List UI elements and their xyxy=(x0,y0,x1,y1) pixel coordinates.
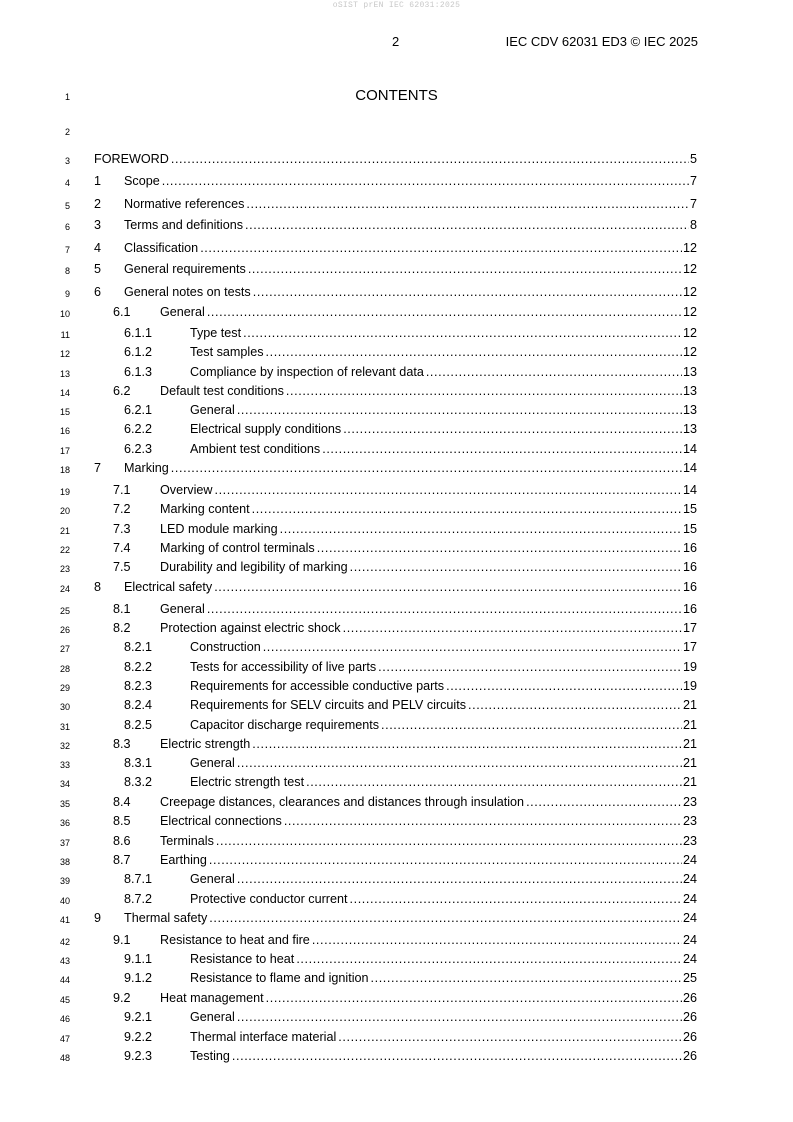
document-reference: IEC CDV 62031 ED3 © IEC 2025 xyxy=(505,34,698,49)
line-number: 40 xyxy=(59,896,70,906)
section-title: Classification xyxy=(124,241,199,255)
line-number: 45 xyxy=(59,995,70,1005)
page-ref: 16 xyxy=(682,560,697,574)
toc-entry[interactable] xyxy=(0,833,793,850)
section-title: General xyxy=(160,602,205,616)
section-number: 4 xyxy=(94,241,102,255)
dot-leader xyxy=(306,774,682,791)
section-title: Capacitor discharge requirements xyxy=(190,718,379,732)
section-title: Marking xyxy=(124,461,169,475)
line-number: 41 xyxy=(59,915,70,925)
section-title: Protection against electric shock xyxy=(160,621,341,635)
line-number: 19 xyxy=(59,487,70,497)
section-title: Requirements for accessible conductive parts xyxy=(190,679,445,693)
dot-leader xyxy=(246,196,689,213)
line-number: 48 xyxy=(59,1053,70,1063)
page-ref: 12 xyxy=(682,262,697,276)
toc-entry[interactable] xyxy=(0,1048,793,1065)
dot-leader xyxy=(237,402,682,419)
section-title: General notes on tests xyxy=(124,285,251,299)
toc-entry[interactable] xyxy=(0,501,793,518)
dot-leader xyxy=(216,833,682,850)
line-number: 13 xyxy=(59,369,70,379)
line-number: 47 xyxy=(59,1034,70,1044)
page-ref: 21 xyxy=(682,737,697,751)
section-number: 9.2.1 xyxy=(124,1010,153,1024)
line-number: 39 xyxy=(59,876,70,886)
dot-leader xyxy=(263,639,682,656)
section-title: Normative references xyxy=(124,197,245,211)
line-number: 28 xyxy=(59,664,70,674)
section-number: 9.2.2 xyxy=(124,1030,153,1044)
section-title: Creepage distances, clearances and distances through insulation xyxy=(160,795,525,809)
contents-title: CONTENTS xyxy=(355,87,438,104)
section-number: 3 xyxy=(94,218,102,232)
section-number: 2 xyxy=(94,197,102,211)
section-title: Test samples xyxy=(190,345,264,359)
page-ref: 19 xyxy=(682,679,697,693)
page-ref: 5 xyxy=(689,152,697,166)
toc-entry[interactable] xyxy=(0,852,793,869)
section-title: Terms and definitions xyxy=(124,218,244,232)
line-number: 31 xyxy=(59,722,70,732)
section-title: General requirements xyxy=(124,262,246,276)
toc-entry[interactable] xyxy=(0,990,793,1007)
line-number: 33 xyxy=(59,760,70,770)
toc-entry[interactable] xyxy=(0,441,793,458)
line-number: 16 xyxy=(59,426,70,436)
toc-entry[interactable] xyxy=(0,678,793,695)
section-number: 1 xyxy=(94,174,102,188)
document-watermark: oSIST prEN IEC 62031:2025 xyxy=(332,1,461,10)
section-number: 6.2 xyxy=(113,384,131,398)
section-title: FOREWORD xyxy=(94,152,169,166)
section-number: 8.2.5 xyxy=(124,718,153,732)
dot-leader xyxy=(248,261,682,278)
line-number: 36 xyxy=(59,818,70,828)
dot-leader xyxy=(286,383,682,400)
section-number: 6.1 xyxy=(113,305,131,319)
page-ref: 21 xyxy=(682,756,697,770)
line-number: 29 xyxy=(59,683,70,693)
toc-entry[interactable] xyxy=(0,402,793,419)
dot-leader xyxy=(296,951,682,968)
dot-leader xyxy=(312,932,682,949)
toc-entry[interactable] xyxy=(0,794,793,811)
line-number: 44 xyxy=(59,975,70,985)
page-ref: 21 xyxy=(682,775,697,789)
section-title: Heat management xyxy=(160,991,264,1005)
section-title: General xyxy=(190,1010,235,1024)
dot-leader xyxy=(207,601,682,618)
toc-entry[interactable] xyxy=(0,970,793,987)
dot-leader xyxy=(232,1048,682,1065)
toc-entry[interactable] xyxy=(0,932,793,949)
toc-entry[interactable] xyxy=(0,304,793,321)
page-ref: 7 xyxy=(689,197,697,211)
section-number: 8.2.2 xyxy=(124,660,153,674)
page-ref: 26 xyxy=(682,1030,697,1044)
dot-leader xyxy=(350,891,682,908)
page-ref: 16 xyxy=(682,541,697,555)
dot-leader xyxy=(209,910,682,927)
section-number: 6.1.2 xyxy=(124,345,153,359)
section-title: Construction xyxy=(190,640,261,654)
toc-entry[interactable] xyxy=(0,196,793,213)
toc-entry[interactable] xyxy=(0,717,793,734)
line-number: 26 xyxy=(59,625,70,635)
toc-entry[interactable] xyxy=(0,325,793,342)
line-number: 43 xyxy=(59,956,70,966)
section-title: Durability and legibility of marking xyxy=(160,560,348,574)
section-number: 6.1.1 xyxy=(124,326,153,340)
page-ref: 21 xyxy=(682,718,697,732)
section-number: 7 xyxy=(94,461,102,475)
section-number: 9.1.2 xyxy=(124,971,153,985)
page-ref: 21 xyxy=(682,698,697,712)
toc-entry[interactable] xyxy=(0,871,793,888)
page-ref: 24 xyxy=(682,911,697,925)
section-number: 5 xyxy=(94,262,102,276)
section-title: Marking content xyxy=(160,502,250,516)
toc-entry[interactable] xyxy=(0,774,793,791)
toc-entry[interactable] xyxy=(0,151,793,168)
section-title: Testing xyxy=(190,1049,230,1063)
line-number: 24 xyxy=(59,584,70,594)
dot-leader xyxy=(284,813,682,830)
section-number: 6 xyxy=(94,285,102,299)
toc-entry[interactable] xyxy=(0,173,793,190)
line-number: 18 xyxy=(59,465,70,475)
section-title: General xyxy=(160,305,205,319)
toc-entry[interactable] xyxy=(0,639,793,656)
section-number: 9.1.1 xyxy=(124,952,153,966)
section-title: Thermal safety xyxy=(124,911,208,925)
dot-leader xyxy=(237,871,682,888)
page-ref: 7 xyxy=(689,174,697,188)
dot-leader xyxy=(245,217,689,234)
line-number: 3 xyxy=(64,156,70,166)
section-number: 9.2.3 xyxy=(124,1049,153,1063)
section-title: Resistance to flame and ignition xyxy=(190,971,369,985)
line-number: 7 xyxy=(64,245,70,255)
dot-leader xyxy=(162,173,689,190)
line-number: 38 xyxy=(59,857,70,867)
dot-leader xyxy=(207,304,682,321)
section-number: 8 xyxy=(94,580,102,594)
section-title: Tests for accessibility of live parts xyxy=(190,660,377,674)
section-title: Overview xyxy=(160,483,213,497)
page-ref: 16 xyxy=(682,580,697,594)
toc-entry[interactable] xyxy=(0,559,793,576)
dot-leader xyxy=(381,717,682,734)
line-number: 27 xyxy=(59,644,70,654)
line-number: 9 xyxy=(64,289,70,299)
page-ref: 26 xyxy=(682,991,697,1005)
page-ref: 13 xyxy=(682,384,697,398)
dot-leader xyxy=(171,151,689,168)
section-number: 9 xyxy=(94,911,102,925)
line-number: 22 xyxy=(59,545,70,555)
section-number: 8.7.2 xyxy=(124,892,153,906)
section-number: 8.6 xyxy=(113,834,131,848)
dot-leader xyxy=(237,755,682,772)
section-title: General xyxy=(190,872,235,886)
line-number: 23 xyxy=(59,564,70,574)
line-number: 30 xyxy=(59,702,70,712)
section-number: 8.7 xyxy=(113,853,131,867)
section-title: Ambient test conditions xyxy=(190,442,321,456)
section-title: Electric strength test xyxy=(190,775,305,789)
dot-leader xyxy=(371,970,682,987)
section-title: Type test xyxy=(190,326,242,340)
section-title: General xyxy=(190,756,235,770)
section-title: Protective conductor current xyxy=(190,892,348,906)
toc-entry[interactable] xyxy=(0,364,793,381)
toc-entry[interactable] xyxy=(0,620,793,637)
section-number: 8.7.1 xyxy=(124,872,153,886)
section-number: 7.5 xyxy=(113,560,131,574)
page-ref: 12 xyxy=(682,305,697,319)
toc-entry[interactable] xyxy=(0,601,793,618)
page-ref: 24 xyxy=(682,853,697,867)
section-number: 8.4 xyxy=(113,795,131,809)
dot-leader xyxy=(266,344,682,361)
toc-entry[interactable] xyxy=(0,697,793,714)
section-number: 8.3.1 xyxy=(124,756,153,770)
toc-entry[interactable] xyxy=(0,217,793,234)
page-ref: 15 xyxy=(682,522,697,536)
section-number: 7.4 xyxy=(113,541,131,555)
dot-leader xyxy=(209,852,682,869)
dot-leader xyxy=(266,990,682,1007)
section-number: 8.1 xyxy=(113,602,131,616)
line-number: 4 xyxy=(64,178,70,188)
section-title: Thermal interface material xyxy=(190,1030,337,1044)
section-title: LED module marking xyxy=(160,522,278,536)
toc-entry[interactable] xyxy=(0,540,793,557)
section-title: Resistance to heat xyxy=(190,952,295,966)
dot-leader xyxy=(171,460,682,477)
line-number: 25 xyxy=(59,606,70,616)
section-title: Marking of control terminals xyxy=(160,541,315,555)
page-ref: 8 xyxy=(689,218,697,232)
line-number: 14 xyxy=(59,388,70,398)
section-title: Electrical safety xyxy=(124,580,213,594)
line-number: 20 xyxy=(59,506,70,516)
line-number: 12 xyxy=(59,349,70,359)
section-title: Compliance by inspection of relevant data xyxy=(190,365,424,379)
section-title: General xyxy=(190,403,235,417)
page-ref: 16 xyxy=(682,602,697,616)
line-number: 17 xyxy=(59,446,70,456)
page-ref: 26 xyxy=(682,1049,697,1063)
line-number: 2 xyxy=(64,127,70,137)
section-title: Default test conditions xyxy=(160,384,284,398)
page-ref: 24 xyxy=(682,892,697,906)
section-title: Requirements for SELV circuits and PELV circuits xyxy=(190,698,467,712)
line-number: 15 xyxy=(59,407,70,417)
toc-entry[interactable] xyxy=(0,659,793,676)
toc-entry[interactable] xyxy=(0,1009,793,1026)
dot-leader xyxy=(237,1009,682,1026)
line-number: 34 xyxy=(59,779,70,789)
section-number: 6.2.3 xyxy=(124,442,153,456)
page-ref: 13 xyxy=(682,403,697,417)
page-ref: 17 xyxy=(682,621,697,635)
dot-leader xyxy=(317,540,682,557)
toc-entry[interactable] xyxy=(0,891,793,908)
toc-entry[interactable] xyxy=(0,736,793,753)
line-number: 11 xyxy=(60,330,70,340)
toc-entry[interactable] xyxy=(0,482,793,499)
toc-entry[interactable] xyxy=(0,344,793,361)
dot-leader xyxy=(343,421,682,438)
section-title: Terminals xyxy=(160,834,214,848)
section-title: Electrical connections xyxy=(160,814,282,828)
section-number: 7.2 xyxy=(113,502,131,516)
dot-leader xyxy=(280,521,682,538)
line-number: 32 xyxy=(59,741,70,751)
section-number: 6.2.2 xyxy=(124,422,153,436)
line-number: 6 xyxy=(64,222,70,232)
line-number: 35 xyxy=(59,799,70,809)
page-ref: 23 xyxy=(682,834,697,848)
dot-leader xyxy=(214,579,682,596)
page-ref: 12 xyxy=(682,241,697,255)
dot-leader xyxy=(338,1029,682,1046)
section-number: 9.1 xyxy=(113,933,131,947)
dot-leader xyxy=(446,678,682,695)
section-number: 8.3.2 xyxy=(124,775,153,789)
toc-entry[interactable] xyxy=(0,383,793,400)
section-number: 8.5 xyxy=(113,814,131,828)
toc-entry[interactable] xyxy=(0,261,793,278)
section-title: Earthing xyxy=(160,853,207,867)
line-number: 10 xyxy=(59,309,70,319)
section-number: 8.2 xyxy=(113,621,131,635)
page-ref: 13 xyxy=(682,365,697,379)
dot-leader xyxy=(350,559,682,576)
dot-leader xyxy=(343,620,682,637)
page-ref: 26 xyxy=(682,1010,697,1024)
page-ref: 23 xyxy=(682,814,697,828)
line-number: 1 xyxy=(64,92,70,102)
page-ref: 15 xyxy=(682,502,697,516)
toc-entry[interactable] xyxy=(0,579,793,596)
section-number: 8.2.1 xyxy=(124,640,153,654)
dot-leader xyxy=(243,325,682,342)
page-ref: 24 xyxy=(682,933,697,947)
toc-entry[interactable] xyxy=(0,521,793,538)
toc-entry[interactable] xyxy=(0,240,793,257)
page-ref: 13 xyxy=(682,422,697,436)
page-number: 2 xyxy=(392,34,400,49)
toc-entry[interactable] xyxy=(0,421,793,438)
page-ref: 23 xyxy=(682,795,697,809)
line-number: 42 xyxy=(59,937,70,947)
toc-entry[interactable] xyxy=(0,755,793,772)
line-number: 46 xyxy=(59,1014,70,1024)
page-ref: 19 xyxy=(682,660,697,674)
toc-entry[interactable] xyxy=(0,910,793,927)
page-ref: 24 xyxy=(682,952,697,966)
section-title: Electrical supply conditions xyxy=(190,422,342,436)
section-number: 8.2.4 xyxy=(124,698,153,712)
page-ref: 24 xyxy=(682,872,697,886)
page-ref: 12 xyxy=(682,326,697,340)
page-ref: 14 xyxy=(682,461,697,475)
toc-entry[interactable] xyxy=(0,1029,793,1046)
line-number: 37 xyxy=(59,838,70,848)
section-number: 9.2 xyxy=(113,991,131,1005)
dot-leader xyxy=(252,736,682,753)
section-number: 6.2.1 xyxy=(124,403,153,417)
toc-entry[interactable] xyxy=(0,284,793,301)
dot-leader xyxy=(322,441,682,458)
section-title: Scope xyxy=(124,174,160,188)
page-ref: 12 xyxy=(682,285,697,299)
dot-leader xyxy=(252,501,682,518)
line-number: 5 xyxy=(64,201,70,211)
section-title: Resistance to heat and fire xyxy=(160,933,310,947)
section-number: 7.3 xyxy=(113,522,131,536)
dot-leader xyxy=(426,364,682,381)
dot-leader xyxy=(253,284,682,301)
toc-entry[interactable] xyxy=(0,460,793,477)
section-title: Electric strength xyxy=(160,737,251,751)
dot-leader xyxy=(200,240,682,257)
page-ref: 12 xyxy=(682,345,697,359)
dot-leader xyxy=(526,794,682,811)
toc-entry[interactable] xyxy=(0,813,793,830)
page-ref: 25 xyxy=(682,971,697,985)
section-number: 7.1 xyxy=(113,483,131,497)
line-number: 21 xyxy=(59,526,70,536)
line-number: 8 xyxy=(64,266,70,276)
toc-entry[interactable] xyxy=(0,951,793,968)
dot-leader xyxy=(214,482,682,499)
dot-leader xyxy=(378,659,682,676)
page-ref: 17 xyxy=(682,640,697,654)
section-number: 8.2.3 xyxy=(124,679,153,693)
section-number: 8.3 xyxy=(113,737,131,751)
page-ref: 14 xyxy=(682,442,697,456)
section-number: 6.1.3 xyxy=(124,365,153,379)
dot-leader xyxy=(468,697,682,714)
page-ref: 14 xyxy=(682,483,697,497)
